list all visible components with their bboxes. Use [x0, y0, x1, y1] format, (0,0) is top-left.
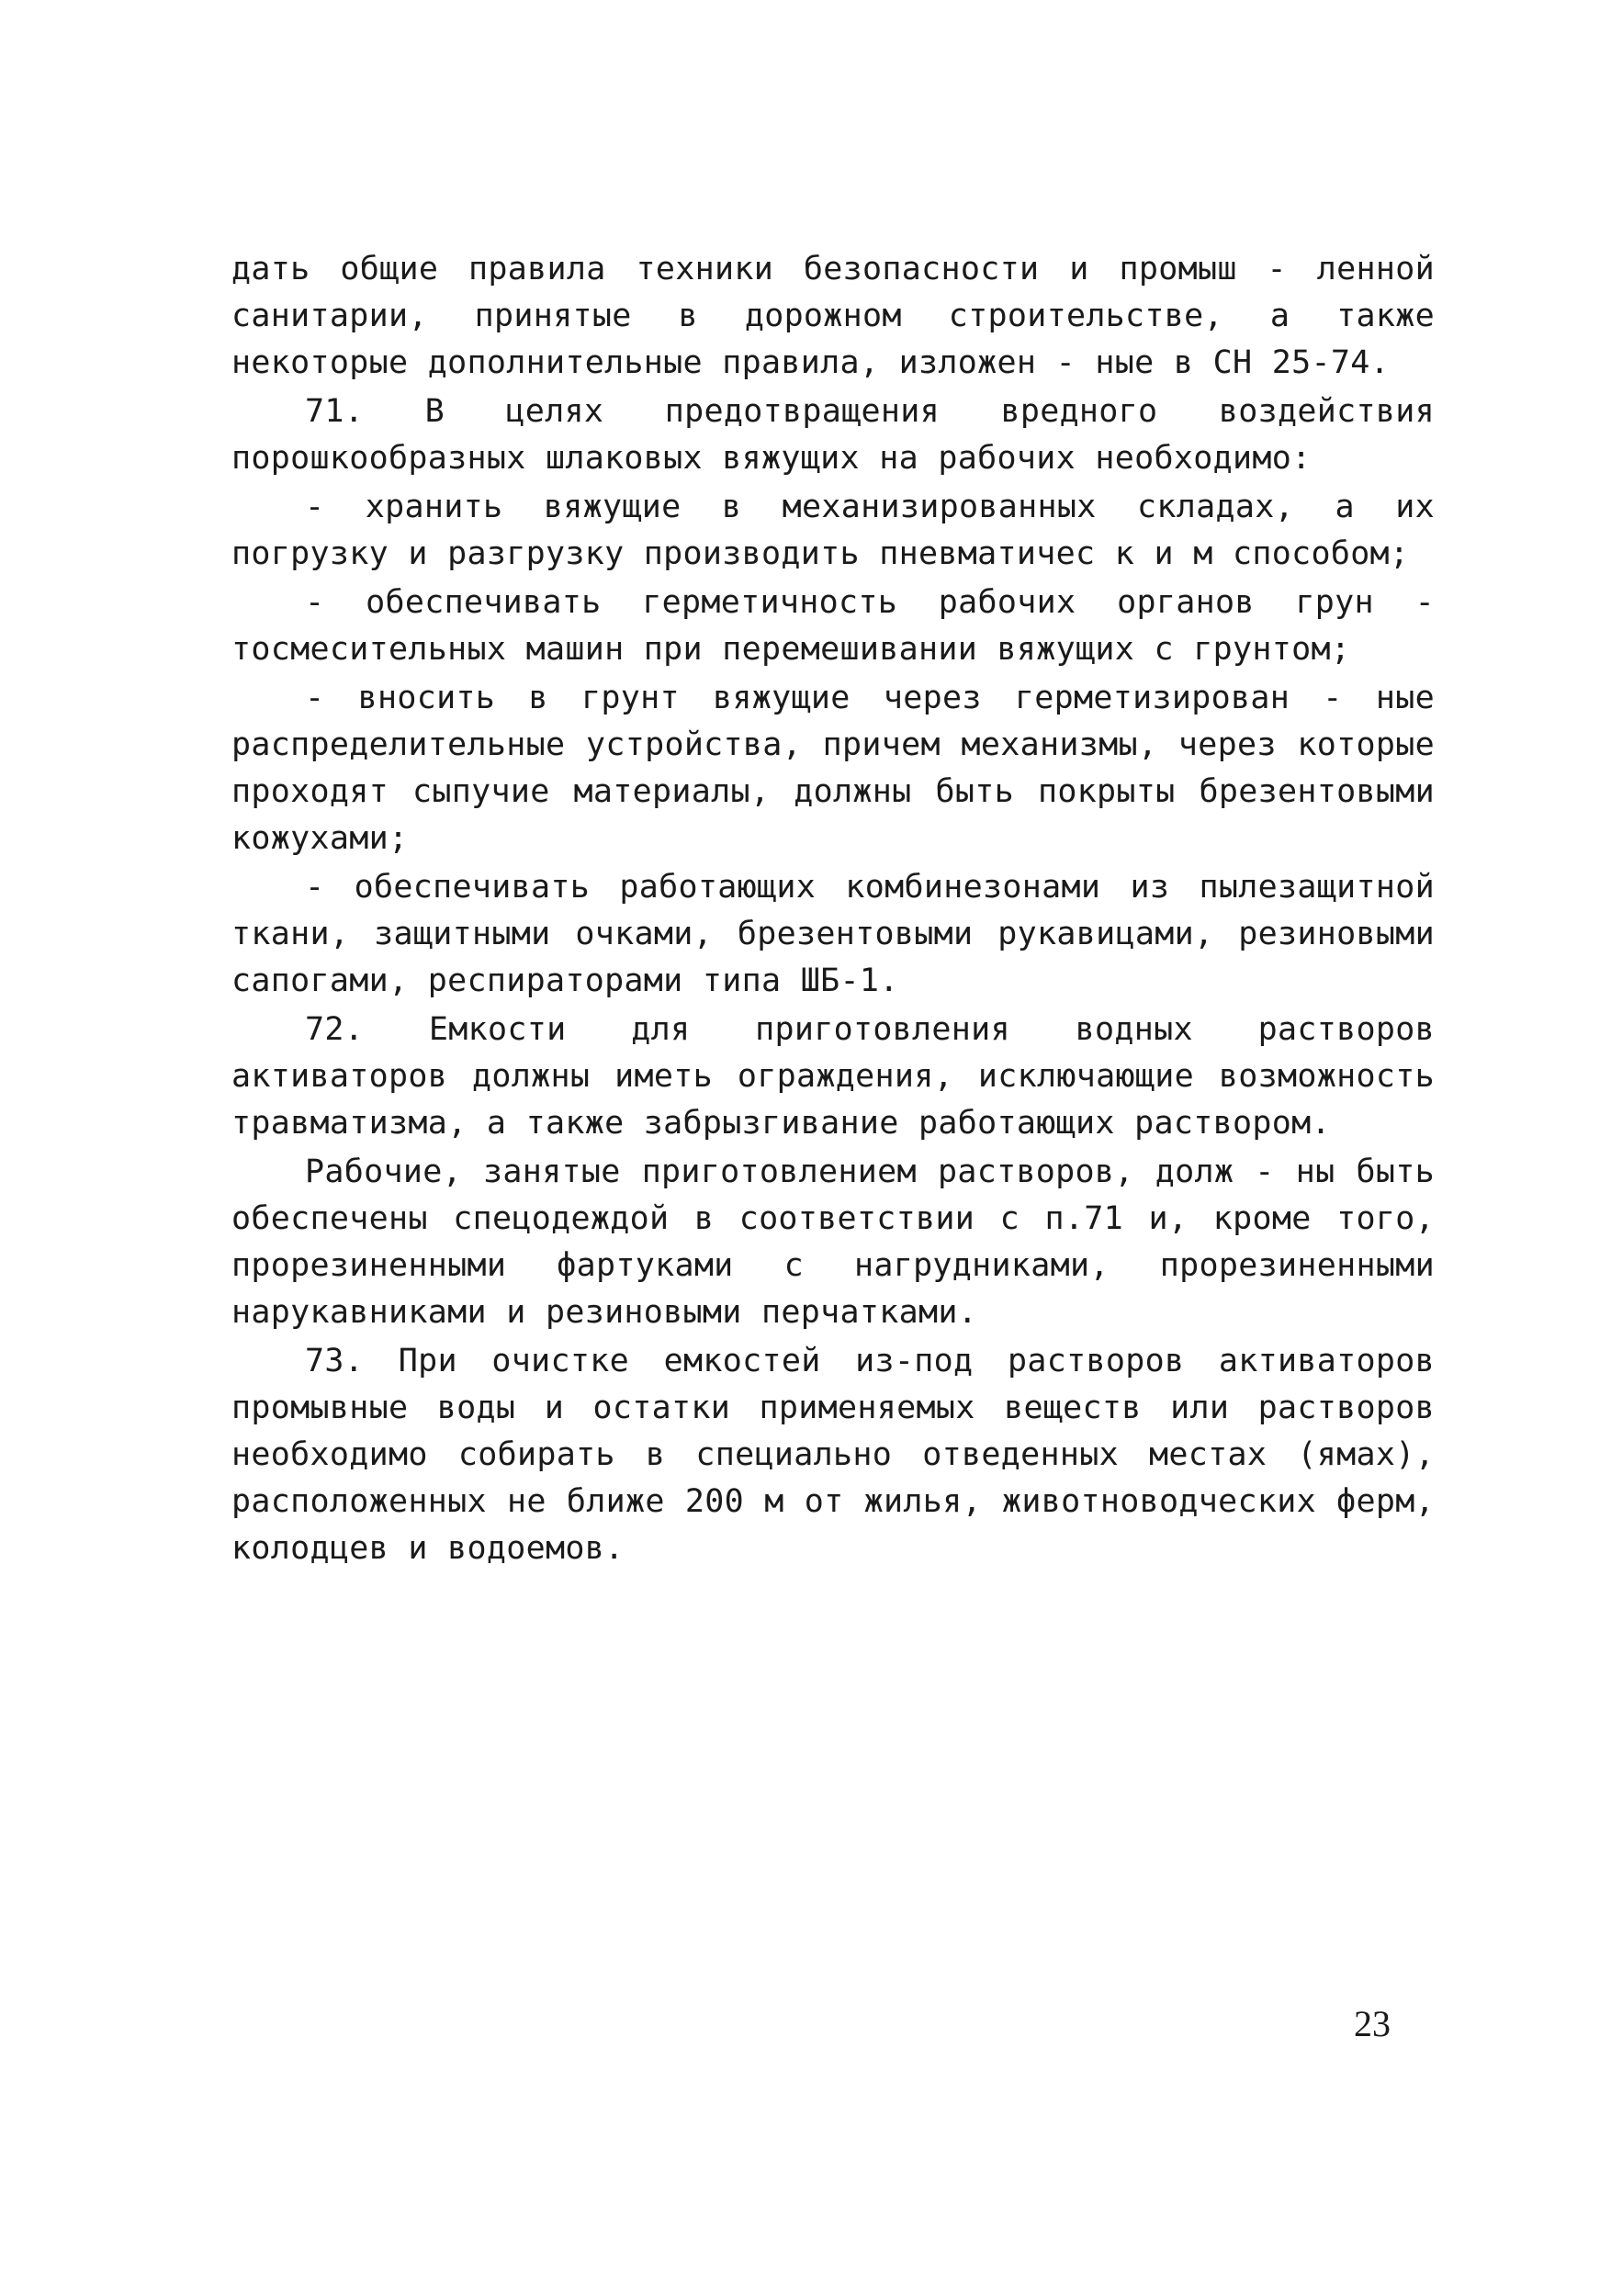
paragraph-item-72: 72. Емкости для приготовления водных растворов активаторов должны иметь ограждения, исключающие возможность травматизма, а также забрызгивание работающих раствором.	[231, 1011, 1435, 1142]
paragraph-item-71-a: - хранить вяжущие в механизированных складах, а их погрузку и разгрузку производить пневматичес к и м способом;	[231, 489, 1435, 572]
paragraph-item-73: 73. При очистке емкостей из-под растворов активаторов промывные воды и остатки применяемых веществ или растворов необходимо собирать в специально отведенных местах (ямах), расположенных не ближе 200 м от жилья, животноводческих ферм, колодцев и водоемов.	[231, 1343, 1435, 1567]
paragraph-item-72-b: Рабочие, занятые приготовлением растворов, долж - ны быть обеспечены спецодеждой в соответствии с п.71 и, кроме того, прорезиненными фартуками с нагрудниками, прорезиненными нарукавниками и резиновыми перчатками.	[231, 1154, 1435, 1331]
paragraph-item-71-b: - обеспечивать герметичность рабочих органов грун - тосмесительных машин при перемешивании вяжущих с грунтом;	[231, 584, 1435, 668]
paragraph-item-71-c: - вносить в грунт вяжущие через герметизирован - ные распределительные устройства, причем механизмы, через которые проходят сыпучие материалы, должны быть покрыты брезентовыми кожухами;	[231, 680, 1435, 857]
page-number: 23	[1354, 2003, 1391, 2044]
paragraph-continuation: дать общие правила техники безопасности и промыш - ленной санитарии, принятые в дорожном строительстве, а также некоторые дополнительные правила, изложен - ные в СН 25-74.	[231, 251, 1435, 381]
paragraph-item-71-d: - обеспечивать работающих комбинезонами из пылезащитной ткани, защитными очками, брезентовыми рукавицами, резиновыми сапогами, респираторами типа ШБ-1.	[231, 869, 1435, 999]
body-text	[231, 246, 1435, 1574]
paragraph-item-71: 71. В целях предотвращения вредного воздействия порошкообразных шлаковых вяжущих на рабочих необходимо:	[231, 393, 1435, 477]
